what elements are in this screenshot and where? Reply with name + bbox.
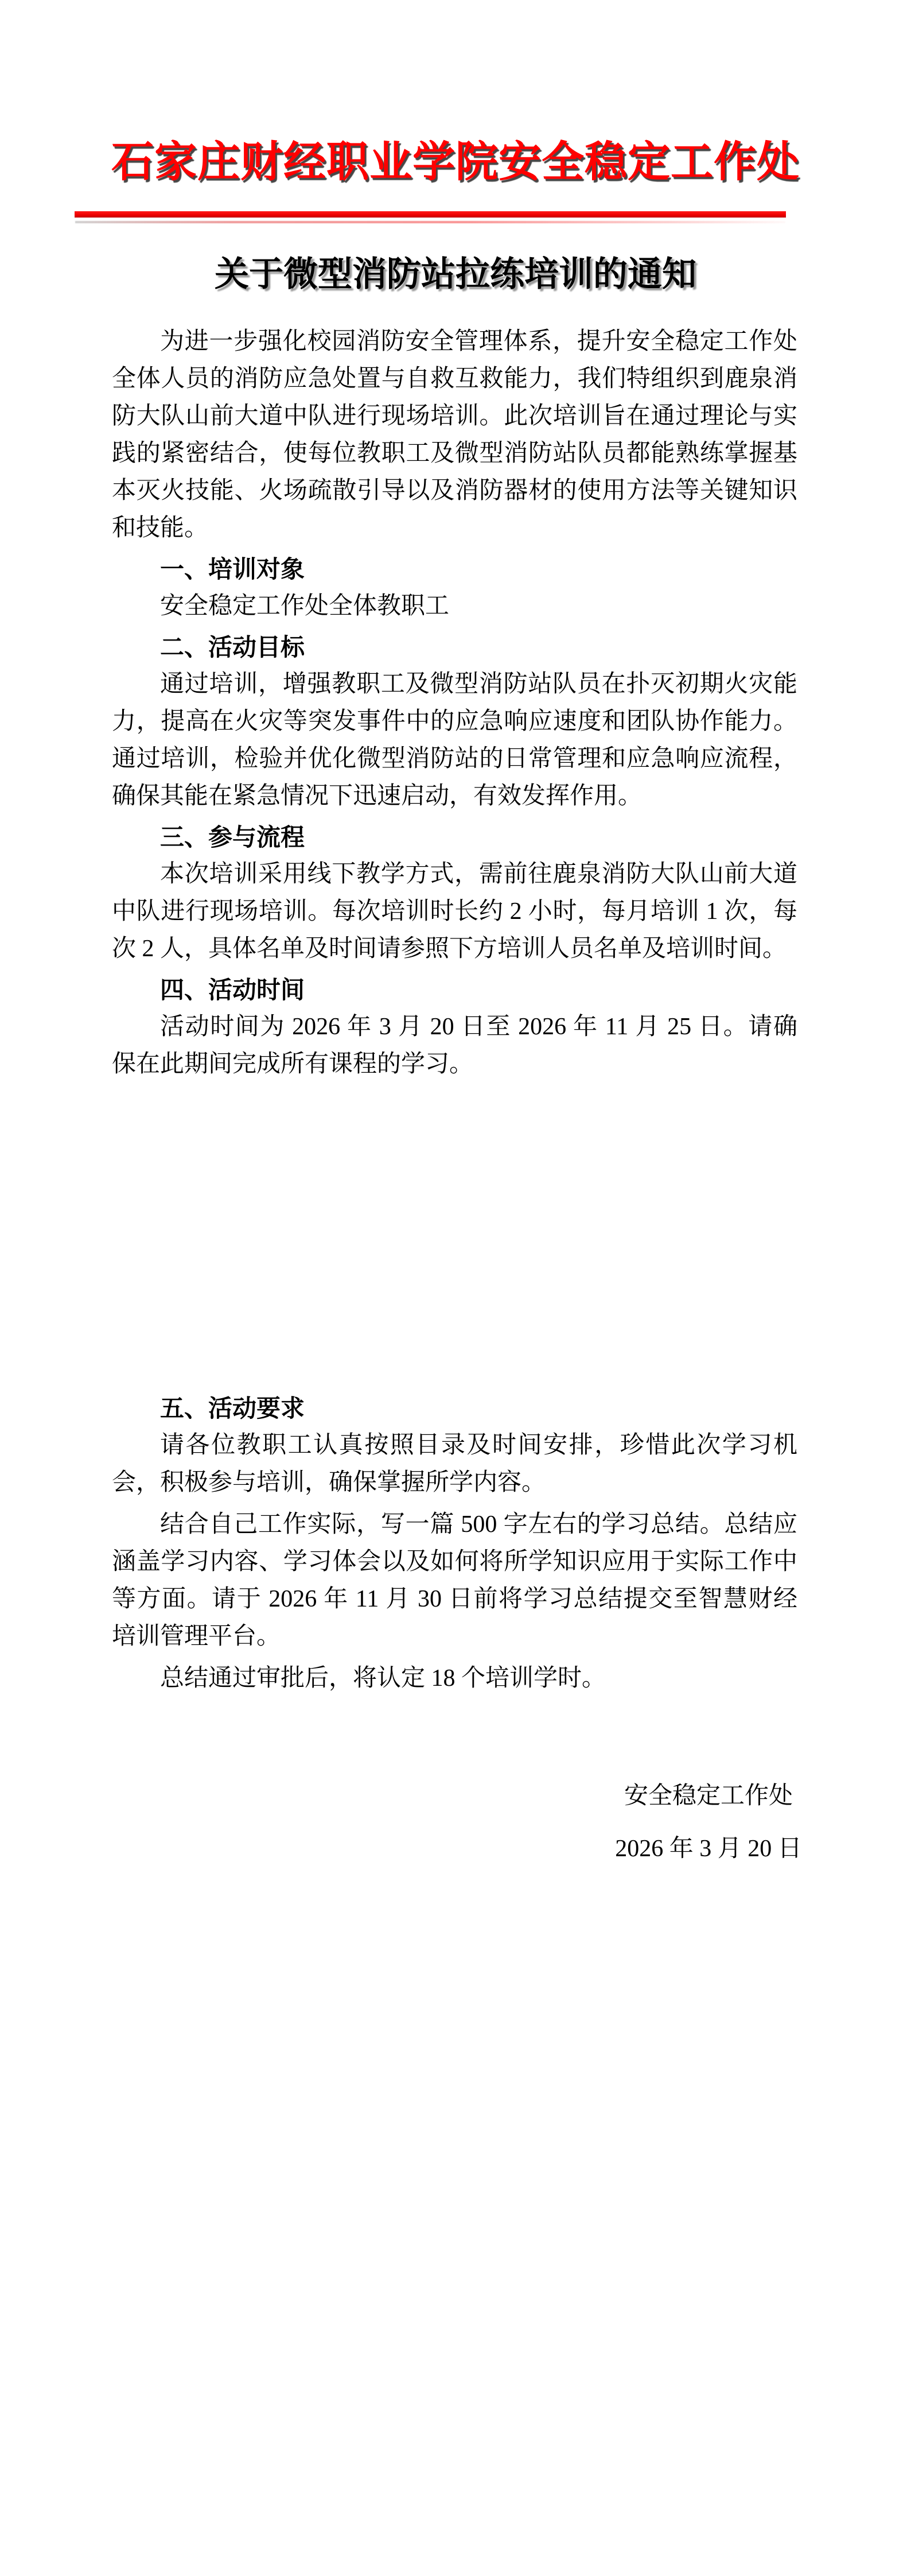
section-heading-activity-time: 四、活动时间 [160, 976, 305, 1003]
section-heading-participation-flow: 三、参与流程 [160, 824, 305, 851]
red-rule-reflection [75, 221, 785, 223]
section-paragraph: 请各位教职工认真按照目录及时间安排，珍惜此次学习机会，积极参与培训，确保掌握所学内容。 [112, 1432, 797, 1496]
page-break-gap [112, 1083, 797, 1386]
red-rule [75, 211, 786, 218]
section-paragraph: 通过培训，增强教职工及微型消防站队员在扑灭初期火灾能力，提高在火灾等突发事件中的应急响应速度和团队协作能力。通过培训，检验并优化微型消防站的日常管理和应急响应流程，确保其能在紧急情况下迅速启动，有效发挥作用。 [112, 671, 797, 809]
letterhead-title: 石家庄财经职业学院安全稳定工作处 [111, 138, 800, 185]
section-paragraph: 活动时间为 2026 年 3 月 20 日至 2026 年 11 月 25 日。请确保在此期间完成所有课程的学习。 [112, 1014, 797, 1077]
signature-date: 2026 年 3 月 20 日 [615, 1836, 802, 1862]
section-heading-activity-requirements: 五、活动要求 [160, 1395, 305, 1422]
section-paragraph: 本次培训采用线下教学方式，需前往鹿泉消防大队山前大道中队进行现场培训。每次培训时长约 2 小时，每月培训 1 次，每次 2 人，具体名单及时间请参照下方培训人员名单及培训时间。 [112, 861, 797, 962]
section-paragraph: 总结通过审批后，将认定 18 个培训学时。 [160, 1665, 606, 1692]
section-paragraph: 结合自己工作实际，写一篇 500 字左右的学习总结。总结应涵盖学习内容、学习体会以及如何将所学知识应用于实际工作中等方面。请于 2026 年 11 月 30 日前将学习总结提交至智慧财经培训管理平台。 [112, 1511, 797, 1650]
letterhead-divider [0, 211, 911, 223]
section-heading-activity-goal: 二、活动目标 [160, 634, 305, 661]
section-heading-training-target: 一、培训对象 [160, 556, 305, 583]
notice-title: 关于微型消防站拉练培训的通知 [215, 255, 696, 293]
notice-body [0, 323, 911, 1875]
section-paragraph: 安全稳定工作处全体教职工 [160, 593, 450, 619]
signature-block [588, 1770, 829, 1875]
intro-paragraph: 为进一步强化校园消防安全管理体系，提升安全稳定工作处全体人员的消防应急处置与自救互救能力，我们特组织到鹿泉消防大队山前大道中队进行现场培训。此次培训旨在通过理论与实践的紧密结合，使每位教职工及微型消防站队员都能熟练掌握基本灭火技能、火场疏散引导以及消防器材的使用方法等关键知识和技能。 [112, 328, 797, 541]
signature-org: 安全稳定工作处 [624, 1783, 793, 1809]
